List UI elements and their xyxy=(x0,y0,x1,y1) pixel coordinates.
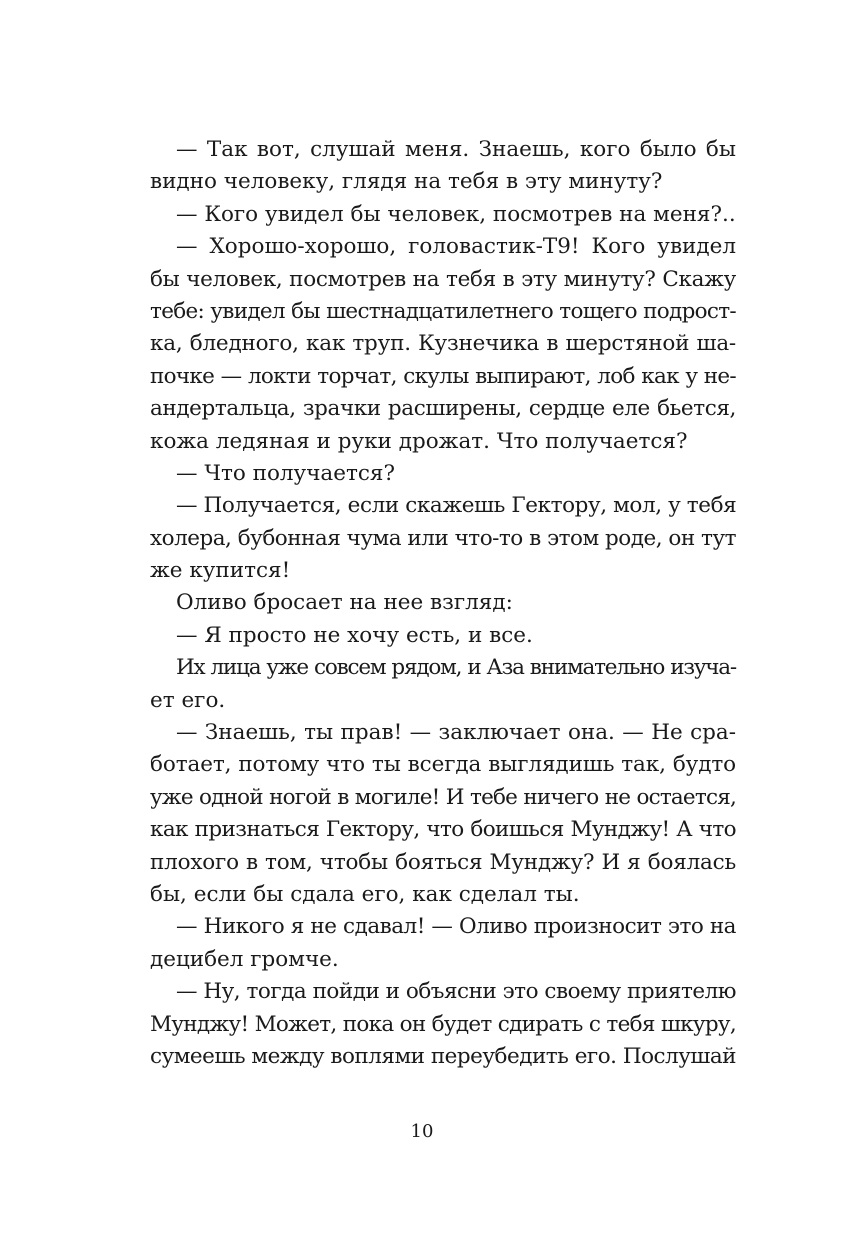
text-line: как признаться Гектору, что боишься Мунджу! А что xyxy=(150,817,736,843)
text-line: ка, бледного, как труп. Кузнечика в шерстяной ша- xyxy=(150,331,736,357)
text-line: — Никого я не сдавал! — Оливо произносит это на xyxy=(176,914,736,940)
text-line: холера, бубонная чума или что-то в этом роде, он тут xyxy=(150,525,736,551)
text-line: ботает, потому что ты всегда выглядишь так, будто xyxy=(150,752,736,778)
text-line: кожа ледяная и руки дрожат. Что получается? xyxy=(150,428,688,454)
text-line: — Кого увидел бы человек, посмотрев на меня?.. xyxy=(176,201,736,227)
page-number: 10 xyxy=(410,1121,434,1142)
text-line: андертальца, зрачки расширены, сердце еле бьется, xyxy=(150,396,736,422)
text-line: же купится! xyxy=(150,558,291,584)
text-line: бы человек, посмотрев на тебя в эту минуту? Скажу xyxy=(150,266,736,292)
text-line: тебе: увидел бы шестнадцатилетнего тощего подрост- xyxy=(150,298,736,324)
text-line: плохого в том, чтобы бояться Мунджу? И я боялась xyxy=(150,849,736,875)
text-line: — Хорошо-хорошо, головастик-Т9! Кого увидел xyxy=(176,234,736,260)
page-body xyxy=(150,134,736,1073)
text-line: — Так вот, слушай меня. Знаешь, кого было бы xyxy=(176,137,736,162)
text-line: — Я просто не хочу есть, и все. xyxy=(176,622,533,648)
text-line: видно человеку, глядя на тебя в эту минуту? xyxy=(150,169,663,195)
text-line: — Знаешь, ты прав! — заключает она. — Не сра- xyxy=(176,720,736,746)
text-line: сумеешь между воплями переубедить его. Послушай xyxy=(150,1043,736,1069)
text-line: Мунджу! Может, пока он будет сдирать с тебя шкуру, xyxy=(150,1011,736,1037)
text-line: почке — локти торчат, скулы выпирают, лоб как у не- xyxy=(150,363,736,389)
text-line: бы, если бы сдала его, как сделал ты. xyxy=(150,881,580,907)
text-line: — Получается, если скажешь Гектору, мол, у тебя xyxy=(176,493,737,519)
text-line: децибел громче. xyxy=(150,946,339,972)
text-line: Их лица уже совсем рядом, и Аза внимательно изуча- xyxy=(176,655,736,681)
text-line: ет его. xyxy=(150,687,226,713)
text-line: — Что получается? xyxy=(176,460,395,486)
text-line: уже одной ногой в могиле! И тебе ничего не остается, xyxy=(150,784,736,810)
text-line: Оливо бросает на нее взгляд: xyxy=(176,590,513,616)
text-line: — Ну, тогда пойди и объясни это своему приятелю xyxy=(176,979,736,1005)
